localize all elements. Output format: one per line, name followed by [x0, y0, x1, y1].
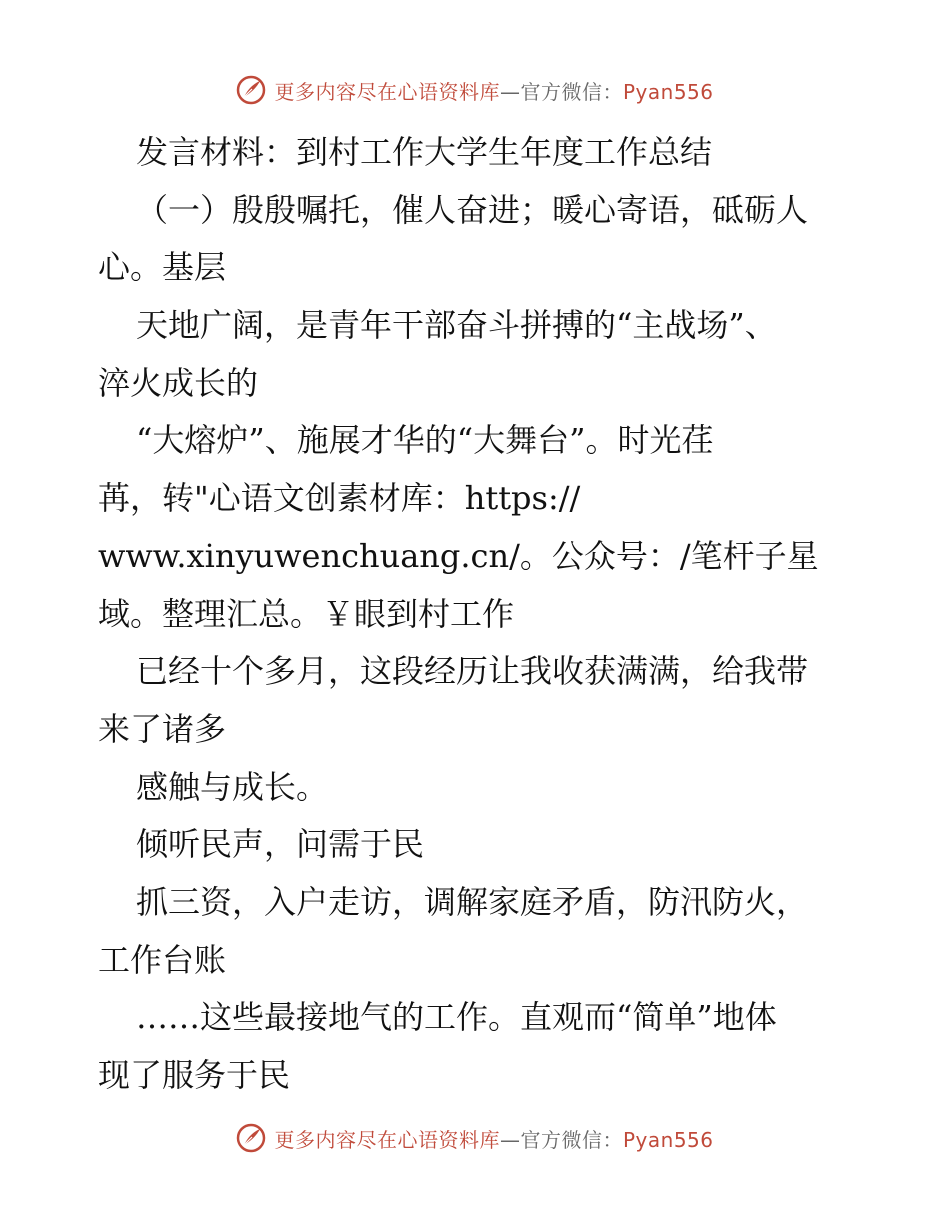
header-watermark — [0, 70, 950, 110]
text-line: 苒，转"心语文创素材库：https:// — [98, 479, 581, 518]
text-line: www.xinyuwenchuang.cn/。公众号：/笔杆子星 — [98, 536, 819, 575]
watermark-site-text: 更多内容尽在心语资料库 — [274, 1127, 500, 1152]
watermark-wechat-label: 官方微信： — [520, 1127, 623, 1152]
text-line: 天地广阔，是青年干部奋斗拼搏的“主战场”、 — [136, 306, 777, 345]
watermark-dash: — — [499, 79, 521, 104]
feather-seal-icon — [236, 1123, 266, 1153]
text-line: （一）殷殷嘱托，催人奋进；暖心寄语，砥砺人 — [136, 190, 809, 229]
text-line: ……这些最接地气的工作。直观而“简单”地体 — [136, 998, 777, 1037]
text-line: “大熔炉”、施展才华的“大舞台”。时光荏 — [136, 421, 714, 460]
document-title: 发言材料：到村工作大学生年度工作总结 — [136, 133, 713, 171]
text-line: 现了服务于民 — [98, 1056, 291, 1094]
watermark-site-text: 更多内容尽在心语资料库 — [274, 79, 500, 104]
watermark-wechat-label: 官方微信： — [520, 79, 623, 104]
text-line: 来了诸多 — [98, 709, 227, 748]
watermark-wechat-handle: Pyan556 — [622, 1127, 714, 1152]
text-line: 心。基层 — [98, 248, 227, 287]
text-line: 已经十个多月，这段经历让我收获满满，给我带 — [136, 652, 809, 691]
text-line: 淬火成长的 — [98, 363, 259, 402]
footer-watermark — [0, 1118, 950, 1158]
text-line: 抓三资，入户走访，调解家庭矛盾，防汛防火， — [136, 882, 809, 921]
watermark-dash: — — [499, 1127, 521, 1152]
document-body — [98, 124, 858, 1105]
feather-seal-icon — [236, 75, 266, 105]
text-line: 工作台账 — [98, 940, 227, 979]
text-line: 域。整理汇总。￥眼到村工作 — [98, 594, 515, 633]
text-line: 感触与成长。 — [136, 767, 329, 806]
watermark-wechat-handle: Pyan556 — [622, 79, 714, 104]
section-heading: 倾听民声，问需于民 — [136, 825, 425, 864]
